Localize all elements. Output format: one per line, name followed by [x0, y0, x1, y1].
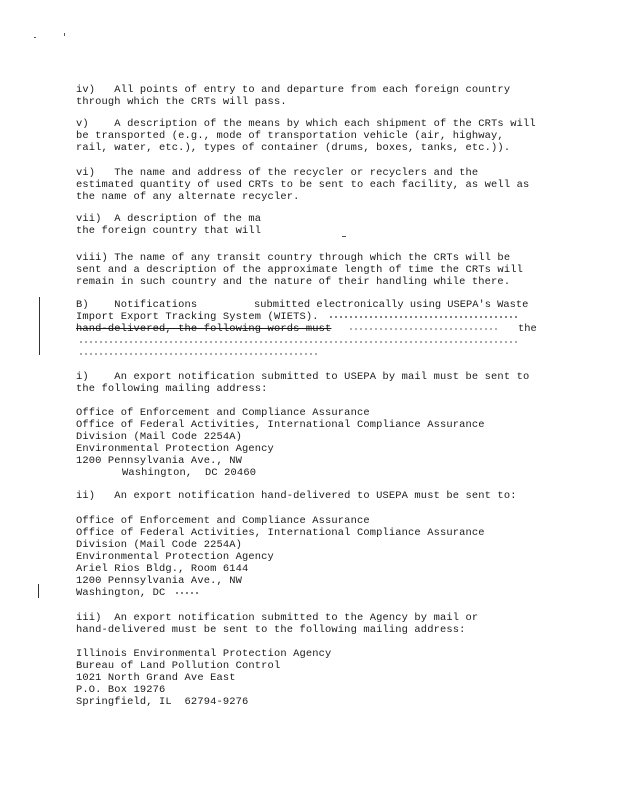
section-b-line: the — [518, 323, 537, 335]
item-i-line: i) An export notification submitted to USEPA by mail must be sent to — [76, 371, 530, 383]
item-i-line: the following mailing address: — [76, 383, 268, 395]
address-city-line: Washington, DC — [76, 587, 166, 599]
deleted-text-smudge — [350, 328, 500, 330]
deleted-text-smudge — [330, 316, 520, 318]
address-city-line: Washington, DC 20460 — [122, 467, 257, 479]
revision-bar — [39, 297, 40, 355]
address-line: Ariel Rios Bldg., Room 6144 — [76, 563, 249, 575]
item-iv-line: through which the CRTs will pass. — [76, 96, 287, 108]
item-vii-line: vii) A description of the ma — [76, 213, 262, 225]
item-ii-line: ii) An export notification hand-delivered to USEPA must be sent to: — [76, 490, 517, 502]
item-v-line: v) A description of the means by which each shipment of the CRTs will — [76, 118, 536, 130]
section-b-line: Import Export Tracking System (WIETS). — [76, 311, 319, 323]
item-vii-line: the foreign country that will — [76, 225, 262, 237]
scan-speck — [342, 236, 346, 237]
section-b-line: B) Notifications — [76, 299, 198, 311]
item-vi-line: the name of any alternate recycler. — [76, 191, 300, 203]
address-line: Bureau of Land Pollution Control — [76, 660, 281, 672]
item-viii-line: remain in such country and the nature of their handling while there. — [76, 276, 511, 288]
address-line: 1200 Pennsylvania Ave., NW — [76, 575, 243, 587]
item-viii-line: viii) The name of any transit country through which the CRTs will be — [76, 252, 511, 264]
address-line: Office of Enforcement and Compliance Assurance — [76, 407, 370, 419]
address-line: Office of Federal Activities, International Compliance Assurance — [76, 419, 485, 431]
address-line: Division (Mail Code 2254A) — [76, 539, 243, 551]
scan-speck — [34, 37, 36, 38]
item-v-line: be transported (e.g., mode of transportation vehicle (air, highway, — [76, 130, 504, 142]
address-line: 1021 North Grand Ave East — [76, 672, 236, 684]
section-b-line: submitted electronically using USEPA's Waste — [254, 299, 529, 311]
address-line: 1200 Pennsylvania Ave., NW — [76, 455, 243, 467]
item-viii-line: sent and a description of the approximate length of time the CRTs will — [76, 264, 523, 276]
section-b-deleted-line: hand-delivered, the following words must — [76, 323, 332, 335]
address-line: Illinois Environmental Protection Agency — [76, 648, 332, 660]
item-iii-line: hand-delivered must be sent to the following mailing address: — [76, 624, 466, 636]
address-line: Office of Federal Activities, International Compliance Assurance — [76, 527, 485, 539]
address-line: Office of Enforcement and Compliance Assurance — [76, 515, 370, 527]
address-line: Division (Mail Code 2254A) — [76, 431, 243, 443]
address-line: Environmental Protection Agency — [76, 551, 274, 563]
address-line: P.O. Box 19276 — [76, 684, 166, 696]
revision-bar — [38, 584, 39, 598]
item-iii-line: iii) An export notification submitted to the Agency by mail or — [76, 612, 479, 624]
scan-speck — [64, 33, 65, 36]
item-vi-line: estimated quantity of used CRTs to be sent to each facility, as well as — [76, 179, 530, 191]
item-v-line: rail, water, etc.), types of container (drums, boxes, tanks, etc.)). — [76, 142, 511, 154]
item-vi-line: vi) The name and address of the recycler or recyclers and the — [76, 167, 479, 179]
address-line: Springfield, IL 62794-9276 — [76, 696, 249, 708]
item-iv-line: iv) All points of entry to and departure from each foreign country — [76, 84, 511, 96]
deleted-text-smudge — [80, 341, 520, 343]
deleted-text-smudge — [176, 592, 198, 594]
deleted-text-smudge — [80, 353, 320, 355]
address-line: Environmental Protection Agency — [76, 443, 274, 455]
